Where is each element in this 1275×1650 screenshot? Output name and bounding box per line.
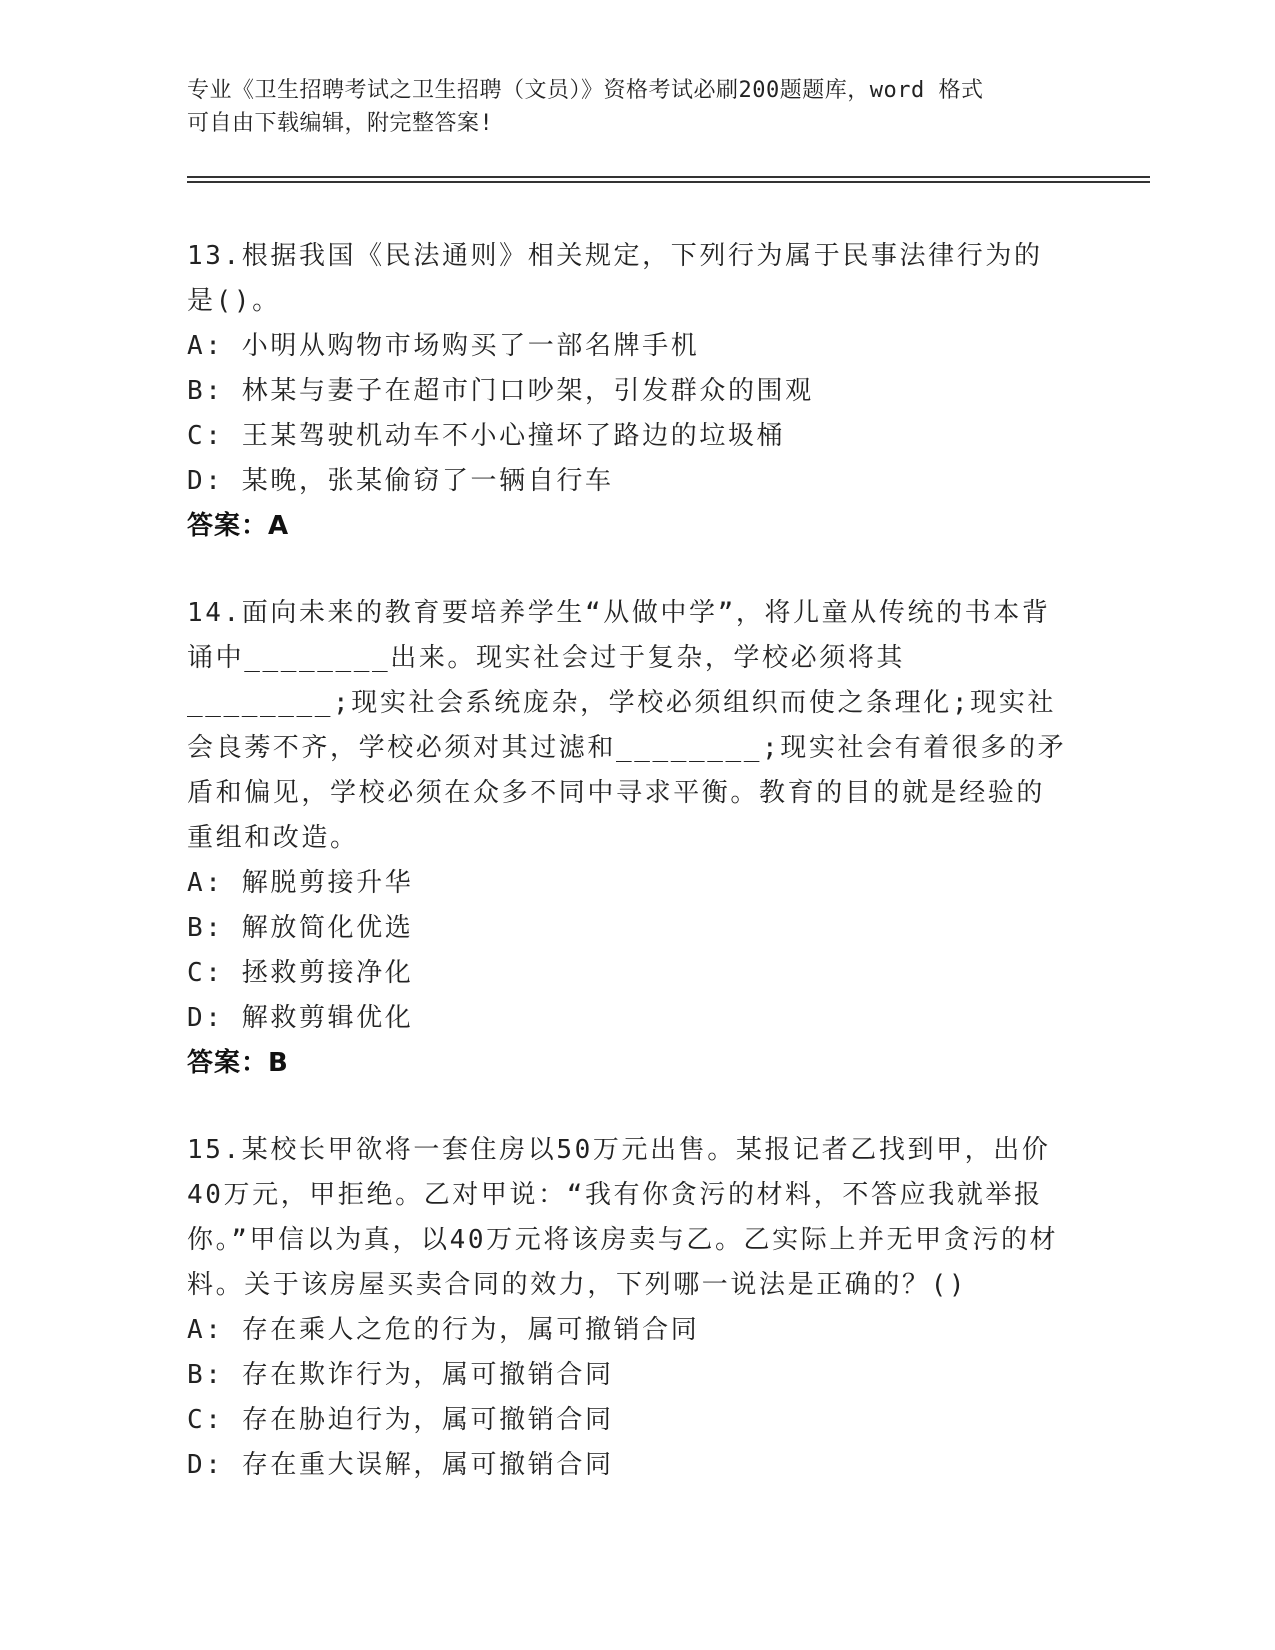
- header-divider-bottom: [187, 181, 1150, 183]
- document-header: [187, 74, 1067, 140]
- option-c: C: 存在胁迫行为，属可撤销合同: [187, 1405, 614, 1435]
- option-b: B: 林某与妻子在超市门口吵架，引发群众的围观: [187, 376, 814, 406]
- option-c: C: 拯救剪接净化: [187, 958, 414, 988]
- option-d: D: 某晚，张某偷窃了一辆自行车: [187, 466, 614, 496]
- option-d: D: 存在重大误解，属可撤销合同: [187, 1450, 614, 1480]
- question-list: [187, 234, 1067, 1530]
- answer-label: 答案：A: [187, 511, 290, 541]
- header-divider-top: [187, 176, 1150, 178]
- option-d: D: 解救剪辑优化: [187, 1003, 414, 1033]
- option-a: A: 小明从购物市场购买了一部名牌手机: [187, 331, 700, 361]
- option-c: C: 王某驾驶机动车不小心撞坏了路边的垃圾桶: [187, 421, 786, 451]
- question-text: 13.根据我国《民法通则》相关规定，下列行为属于民事法律行为的是()。: [187, 241, 1043, 316]
- question-text: 14.面向未来的教育要培养学生“从做中学”，将儿童从传统的书本背诵中________出来。现实社会过于复杂，学校必须将其________;现实社会系统庞杂，学校必须组织而使之条理化;现实社会良莠不齐，学校必须对其过滤和________;现实社会有着很多的矛盾和偏见，学校必须在众多不同中寻求平衡。教育的目的就是经验的重组和改造。: [187, 598, 1067, 853]
- option-a: A: 存在乘人之危的行为，属可撤销合同: [187, 1315, 700, 1345]
- question-13: [187, 234, 1067, 549]
- option-b: B: 存在欺诈行为，属可撤销合同: [187, 1360, 614, 1390]
- header-line-2: 可自由下载编辑，附完整答案!: [187, 111, 494, 136]
- question-14: [187, 591, 1067, 1086]
- question-15: [187, 1128, 1067, 1488]
- option-b: B: 解放简化优选: [187, 913, 414, 943]
- question-text: 15.某校长甲欲将一套住房以50万元出售。某报记者乙找到甲，出价40万元，甲拒绝。乙对甲说：“我有你贪污的材料，不答应我就举报你。”甲信以为真，以40万元将该房卖与乙。乙实际上并无甲贪污的材料。关于该房屋买卖合同的效力，下列哪一说法是正确的？(): [187, 1135, 1059, 1300]
- header-line-1: 专业《卫生招聘考试之卫生招聘（文员）》资格考试必刷200题题库，word 格式: [187, 78, 984, 103]
- option-a: A: 解脱剪接升华: [187, 868, 414, 898]
- answer-label: 答案：B: [187, 1048, 289, 1078]
